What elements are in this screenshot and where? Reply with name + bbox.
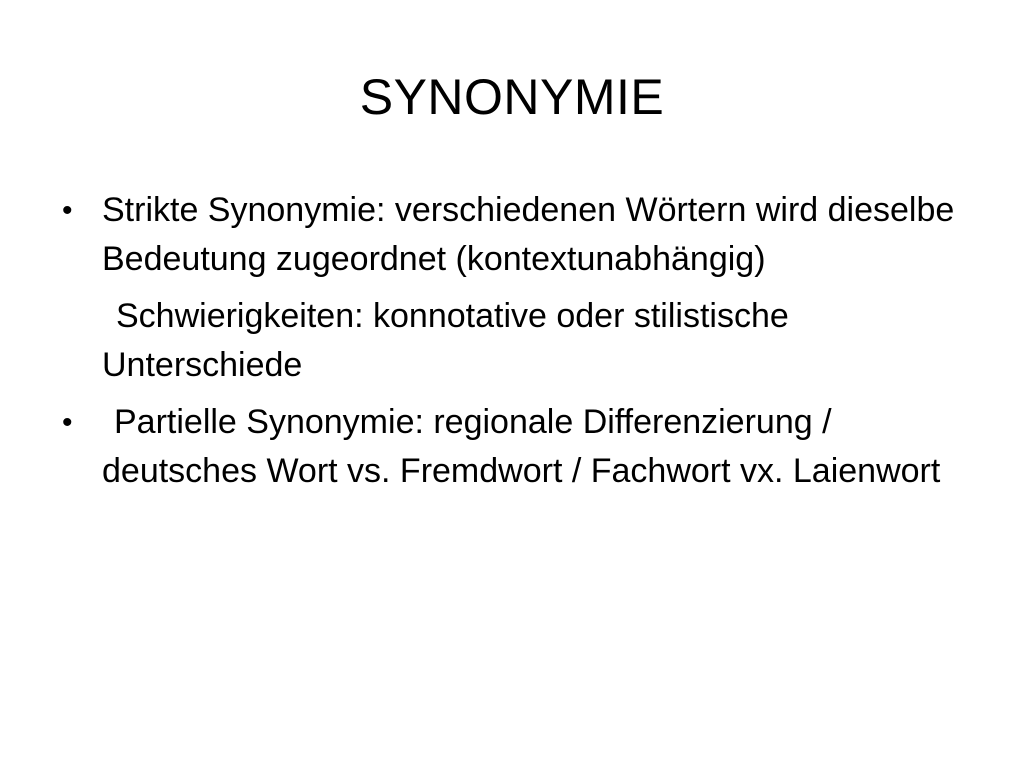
bullet-text: Strikte Synonymie: verschiedenen Wörtern wird dieselbe Bedeutung zugeordnet (kontextunabhängig) [102, 191, 955, 278]
bullet-continuation [102, 292, 992, 390]
bullet-item-strict-synonymy [62, 186, 992, 390]
slide-title: SYNONYMIE [359, 69, 665, 125]
bullet-icon: • [62, 194, 73, 227]
bullet-icon: • [62, 406, 73, 439]
bullet-continuation-text: Schwierigkeiten: konnotative oder stilistische Unterschiede [102, 297, 789, 384]
slide-body [62, 186, 992, 496]
bullet-text: Partielle Synonymie: regionale Differenzierung / deutsches Wort vs. Fremdwort / Fachwort vx. Laienwort [102, 403, 941, 490]
bullet-item-partial-synonymy [62, 398, 992, 496]
